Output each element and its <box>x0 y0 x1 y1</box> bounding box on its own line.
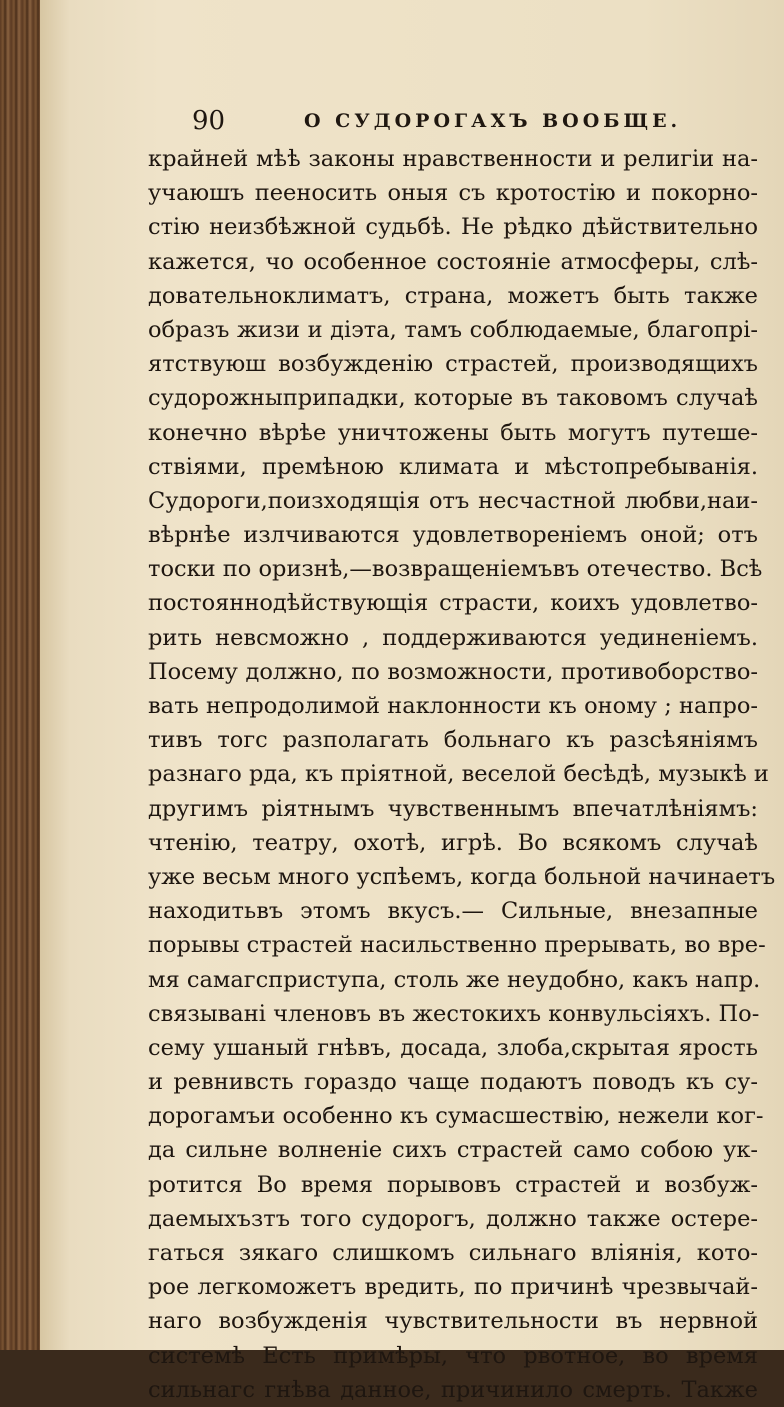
text-line: порывы страстей насильственно прерывать, во вре- <box>148 932 766 959</box>
text-line: наго возбужденiя чувствительности въ нервной <box>148 1308 758 1335</box>
text-line: уже весьм много успѣемъ, когда больной начинаетъ <box>148 863 776 890</box>
text-line: разнаго рда, къ прiятной, веселой бесѣдѣ, музыкѣ и <box>148 761 769 788</box>
text-line: сему ушаный гнѣвъ, досада, злоба,скрытая ярость <box>148 1034 758 1061</box>
body-text <box>148 142 776 1407</box>
text-line: ятствуюш возбужденiю страстей, производящихъ <box>148 351 758 378</box>
text-line: судорожныприпадки, которые въ таковомъ случаѣ <box>148 385 758 412</box>
text-line: учаюшъ пееносить оныя съ кротостiю и покорно- <box>148 180 758 207</box>
text-line: довательноклиматъ, страна, можетъ быть также <box>148 282 758 309</box>
book-spine-edge <box>0 0 44 1350</box>
text-line: образъ жизи и дiэта, тамъ соблюдаемые, благопрi- <box>148 316 758 343</box>
text-line: рое легкоможетъ вредить, по причинѣ чрезвычай- <box>148 1274 758 1301</box>
text-line: тоски по оризнѣ,—возвращенiемъвъ отечество. Всѣ <box>148 556 763 583</box>
text-line: системѣ Есть примѣры, что рвотное, во время <box>148 1342 758 1369</box>
running-title: О СУДОРОГАХЪ ВООБЩЕ. <box>304 110 682 132</box>
text-line: связыванi членовъ въ жестокихъ конвульсiяхъ. По- <box>148 1000 760 1027</box>
text-line: даемыхъзтъ того судорогъ, должно также остере- <box>148 1205 758 1232</box>
text-line: Судороги,поизходящiя отъ несчастной любви,наи- <box>148 487 758 514</box>
text-line: вѣрнѣе излчиваются удовлетворенiемъ оной; отъ <box>148 522 758 549</box>
text-line: конечно вѣрѣе уничтожены быть могутъ путеше- <box>148 419 758 446</box>
text-line: ствiями, премѣною климата и мѣстопребыванiя. <box>148 453 758 480</box>
text-line: ротится Во время порывовъ страстей и возбуж- <box>148 1171 758 1198</box>
text-line: да сильне волненiе сихъ страстей само собою ук- <box>148 1137 758 1164</box>
text-line: чтенiю, театру, охотѣ, игрѣ. Во всякомъ случаѣ <box>148 829 758 856</box>
text-line: постояннодѣйствующiя страсти, коихъ удовлетво- <box>148 590 758 617</box>
text-line: другимъ рiятнымъ чувственнымъ впечатлѣнiямъ: <box>148 795 758 822</box>
text-line: находитьвъ этомъ вкусъ.— Сильные, внезапные <box>148 898 758 925</box>
text-line: кажется, чо особенное состоянiе атмосферы, слѣ- <box>148 248 758 275</box>
text-line: Посему должно, по возможности, противоборство- <box>148 658 758 685</box>
text-line: рить невсможно , поддерживаются уединенiемъ. <box>148 624 758 651</box>
text-line: мя самагсприступа, столь же неудобно, какъ напр. <box>148 966 761 993</box>
text-line: стiю неизбѣжной судьбѣ. Не рѣдко дѣйствительно <box>148 214 758 241</box>
text-line: сильнагс гнѣва данное, причинило смерть. Также <box>148 1376 758 1403</box>
page-number: 90 <box>192 106 226 136</box>
text-line: вать непродолимой наклонности къ оному ; напро- <box>148 693 758 719</box>
text-line: дорогамъи особенно къ сумасшествiю, нежели ког- <box>148 1103 764 1130</box>
text-line: тивъ тогс разполагать больнаго къ разсѣянiямъ <box>148 727 758 754</box>
text-line: и ревнивсть гораздо чаще подаютъ поводъ къ су- <box>148 1069 758 1096</box>
text-line: крайней мѣѣ законы нравственности и религiи на- <box>148 146 758 172</box>
running-head <box>192 104 712 138</box>
text-line: гаться зякаго слишкомъ сильнаго влiянiя, кото- <box>148 1240 758 1266</box>
